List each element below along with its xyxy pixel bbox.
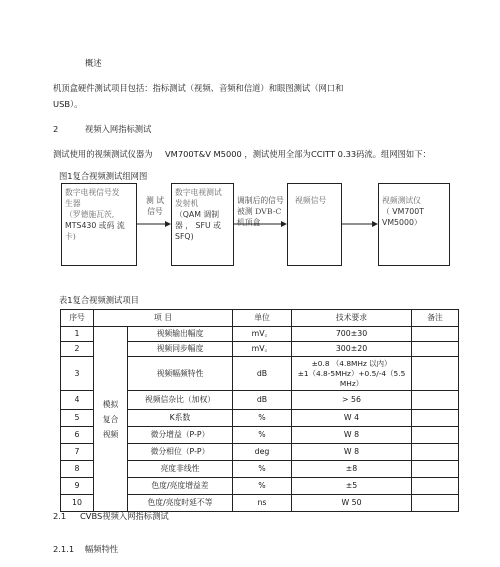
row-item: 亮度非线性 [128, 461, 233, 478]
subsection-2-1-1-number: 2.1.1 [53, 544, 75, 554]
arrow2-label-line: 被测 DVB-C [237, 207, 282, 216]
row-unit: ns [233, 495, 292, 512]
row-remark [412, 461, 459, 478]
row-requirement: W 4 [292, 410, 412, 427]
group-label-line: 模拟 [102, 399, 119, 409]
row-unit: dB [233, 391, 292, 410]
figure-caption: 图1复合视频测试组网图 [59, 171, 148, 181]
row-no: 9 [61, 478, 94, 495]
table-caption: 表1复合视频测试项目 [59, 295, 139, 305]
row-remark [412, 444, 459, 461]
instruction-part-a: 测试使用的视频测试仪器为 [53, 149, 153, 159]
arrow2-label [237, 195, 287, 228]
row-unit: % [233, 410, 292, 427]
composite-video-spec-table [60, 309, 459, 512]
group-label-cell [94, 327, 128, 512]
row-item: 微分增益（P-P） [128, 427, 233, 444]
header-item: 项 目 [94, 310, 233, 327]
instruction-part-c: CCITT 0.33码流。组网图如下： [311, 149, 431, 159]
row-item: 视频同步幅度 [128, 342, 233, 357]
box1-line: （罗德施瓦茨, [65, 210, 115, 219]
row-item: 视频信杂比（加权） [128, 391, 233, 410]
box4-line: VM5000） [382, 218, 422, 227]
instruction-part-b: VM700T&V M5000 ，测试使用全部为 [165, 149, 311, 159]
row-unit: deg [233, 444, 292, 461]
subsection-2-1-title: CVBS视频入网指标测试 [80, 511, 169, 521]
row-remark [412, 327, 459, 342]
arrow2-label-line: 机顶盒 [237, 218, 261, 227]
signal-generator-box [61, 183, 137, 266]
row-no: 6 [61, 427, 94, 444]
row-remark [412, 391, 459, 410]
row-no: 1 [61, 327, 94, 342]
row-no: 2 [61, 342, 94, 357]
box4-line: 视频测试仪 [382, 196, 421, 205]
row-unit: % [233, 478, 292, 495]
box4-line: （ VM700T [382, 207, 424, 216]
row-remark [412, 410, 459, 427]
row-unit: % [233, 461, 292, 478]
box2-line: 数字电视测试 [175, 188, 222, 197]
group-label-line: 复合 [102, 414, 119, 424]
box1-line: 数字电视信号发 [65, 188, 120, 197]
header-no: 序号 [61, 310, 94, 327]
row-requirement: ±5 [292, 478, 412, 495]
row-no: 10 [61, 495, 94, 512]
row-item: 色度/亮度增益差 [128, 478, 233, 495]
row-item: 视频幅频特性 [128, 357, 233, 391]
row-unit: dB [233, 357, 292, 391]
row-no: 8 [61, 461, 94, 478]
arrow1-label-line: 测 试 [145, 196, 165, 205]
row-requirement: > 56 [292, 391, 412, 410]
box2-line: SFQ) [175, 232, 194, 241]
subsection-2-1-number: 2.1 [53, 511, 67, 521]
row-requirement: W 50 [292, 495, 412, 512]
row-no: 7 [61, 444, 94, 461]
row-no: 4 [61, 391, 94, 410]
box1-line: 生器 [65, 199, 81, 208]
subsection-2-1-1-title: 幅频特性 [85, 544, 119, 554]
row-remark [412, 478, 459, 495]
row-remark [412, 427, 459, 444]
row-requirement: W 8 [292, 444, 412, 461]
header-requirement: 技术要求 [292, 310, 412, 327]
box2-line: 器 ， SFU 或 [175, 221, 221, 230]
row-item: 视频输出幅度 [128, 327, 233, 342]
row-no: 5 [61, 410, 94, 427]
row-requirement: W 8 [292, 427, 412, 444]
row-item: 微分相位（P-P） [128, 444, 233, 461]
row-no: 3 [61, 357, 94, 391]
row-unit: mV。 [233, 342, 292, 357]
intro-line-2: USB）。 [53, 99, 83, 109]
header-unit: 单位 [233, 310, 292, 327]
header-remark: 备注 [412, 310, 459, 327]
row-unit: % [233, 427, 292, 444]
box1-line: MTS430 或码 流 [65, 221, 125, 230]
box2-line: （QAM 调制 [175, 210, 220, 219]
box1-line: 卡) [65, 232, 76, 241]
section-overview-heading: 概述 [85, 58, 102, 68]
row-remark [412, 342, 459, 357]
row-requirement: 300±20 [292, 342, 412, 357]
test-transmitter-box [171, 183, 234, 266]
row-requirement: 700±30 [292, 327, 412, 342]
arrow2-label-line: 调制后的信号 [237, 196, 284, 205]
row-item: 色度/亮度时延不等 [128, 495, 233, 512]
intro-line-1: 机顶盒硬件测试项目包括：指标测试（视频、音频和信道）和眼图测试（网口和 [53, 83, 344, 93]
box2-line: 发射机 [175, 199, 199, 208]
box3-line: 视频信号 [295, 196, 327, 205]
row-item: K系数 [128, 410, 233, 427]
row-remark [412, 357, 459, 391]
table-row [61, 327, 459, 342]
row-unit: mV。 [233, 327, 292, 342]
section-2-number: 2 [53, 124, 59, 134]
row-remark [412, 495, 459, 512]
group-label-line: 视频 [102, 429, 119, 439]
table-header-row [61, 310, 459, 327]
arrow1-label [142, 195, 168, 217]
video-signal-box [287, 183, 342, 266]
row-requirement: ±0.8 （4.8MHz 以内） ±1（4.8-5MHz）+0.5/-4（5.5 MHz） [292, 357, 412, 391]
arrow1-label-line: 信号 [147, 207, 163, 216]
video-tester-box [378, 183, 450, 266]
section-2-title: 视频入网指标测试 [85, 124, 152, 134]
row-requirement: ±8 [292, 461, 412, 478]
